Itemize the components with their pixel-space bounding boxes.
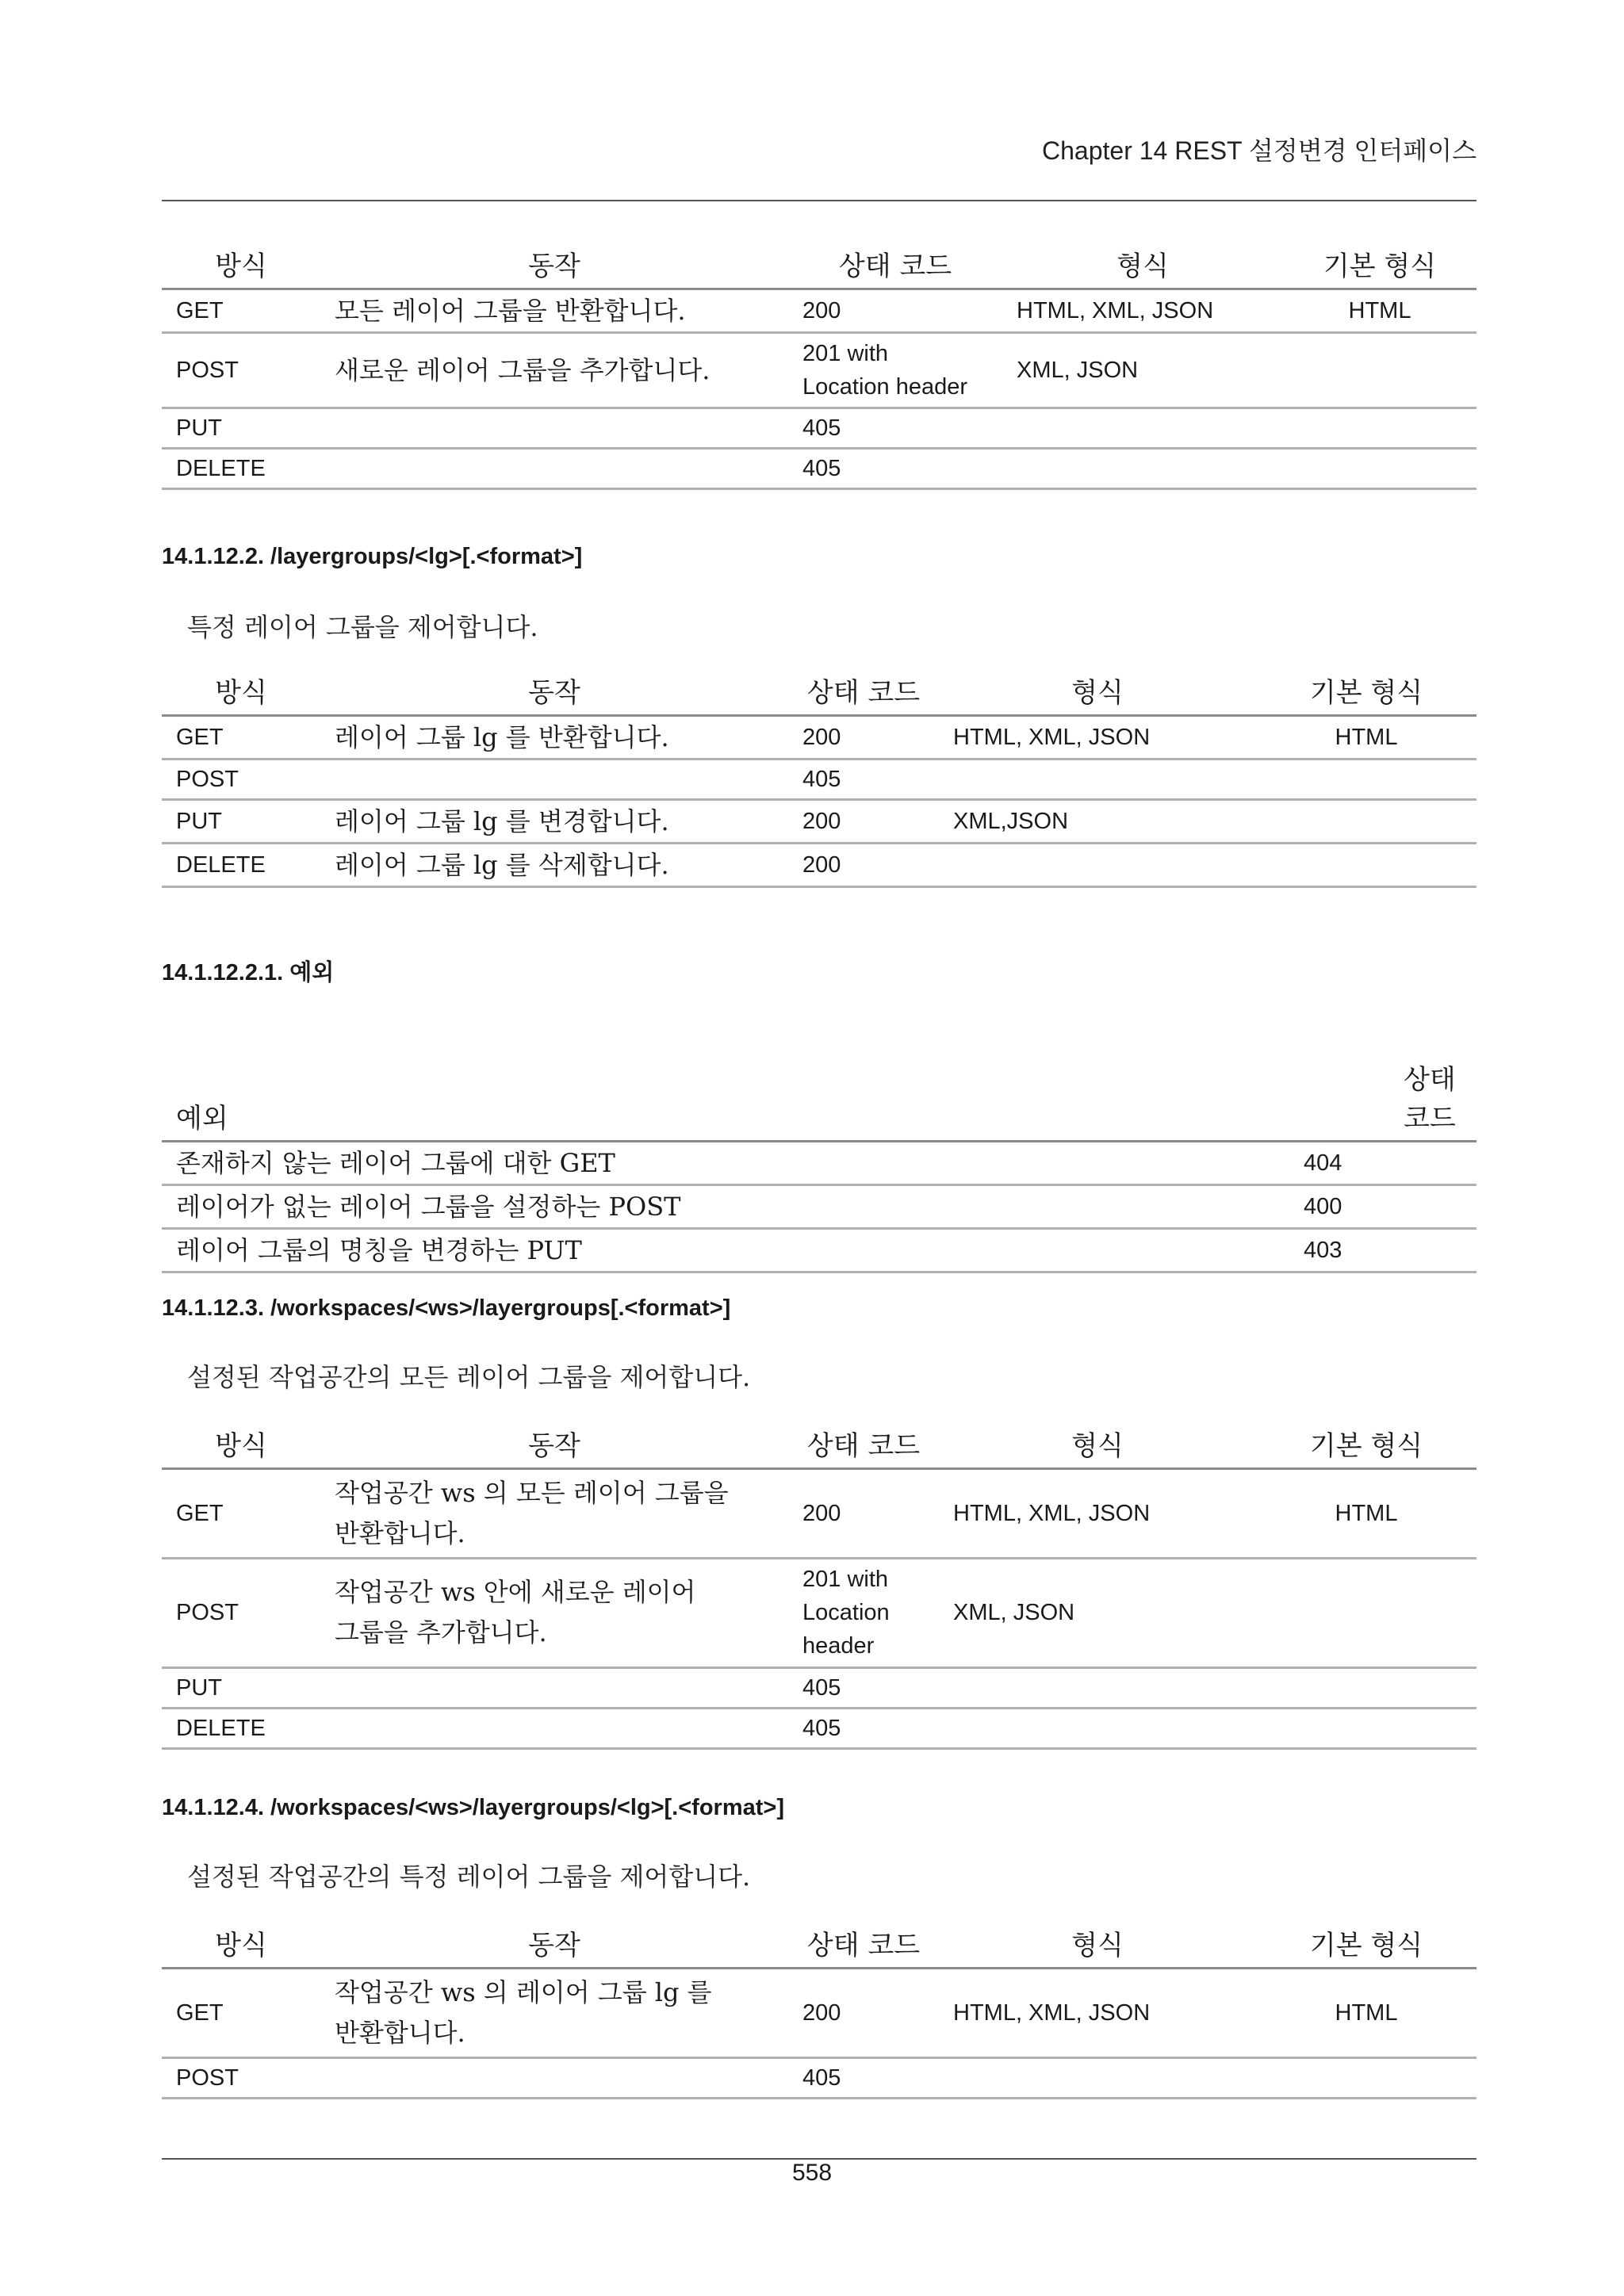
- default-cell: [1256, 800, 1477, 844]
- status-cell: 400: [1304, 1194, 1342, 1220]
- status-cell: 200: [802, 298, 841, 324]
- status-cell: 405: [802, 1674, 841, 1701]
- section-description: 설정된 작업공간의 모든 레이어 그룹을 제어합니다.: [187, 1362, 751, 1392]
- method-cell: PUT: [176, 1674, 222, 1701]
- status-cell: 405: [802, 767, 841, 793]
- status-cell: 200: [802, 725, 841, 751]
- status-cell: 405: [802, 1715, 841, 1741]
- col-formats: 형식: [1071, 1930, 1124, 1961]
- layergroups-methods-table: [162, 244, 1477, 490]
- table-ws-layergroup-wrapper: [162, 1923, 1477, 2099]
- formats-cell: [939, 2058, 1256, 2099]
- status-cell: 405: [802, 456, 841, 482]
- col-default: 기본 형식: [1309, 677, 1423, 709]
- col-action: 동작: [528, 1930, 580, 1961]
- formats-cell: HTML, XML, JSON: [953, 2000, 1151, 2026]
- ws-layergroup-methods-table: [162, 1923, 1477, 2099]
- method-cell: GET: [176, 725, 224, 751]
- status-cell: 200: [802, 809, 841, 835]
- formats-cell: XML, JSON: [1017, 358, 1139, 384]
- formats-cell: [939, 1667, 1256, 1708]
- formats-cell: [1002, 449, 1283, 489]
- section-title: 14.1.12.3. /workspaces/<ws>/layergroups[.<format>]: [162, 1295, 731, 1321]
- default-cell: [1256, 2058, 1477, 2099]
- col-action: 동작: [528, 677, 580, 709]
- default-cell: [1283, 333, 1477, 408]
- table-layergroups-wrapper: [162, 244, 1477, 490]
- formats-cell: XML,JSON: [953, 809, 1069, 835]
- formats-cell: [939, 760, 1256, 800]
- formats-cell: [939, 1708, 1256, 1748]
- col-action: 동작: [528, 251, 580, 282]
- table-row: [162, 1667, 1477, 1708]
- default-cell: [1256, 1708, 1477, 1748]
- action-cell: [320, 1708, 788, 1748]
- formats-cell: HTML, XML, JSON: [953, 1501, 1151, 1527]
- default-cell: [1256, 760, 1477, 800]
- status-cell: 200: [802, 2000, 841, 2026]
- method-cell: POST: [176, 358, 239, 384]
- action-cell: 작업공간 ws 의 레이어 그룹 lg 를 반환합니다.: [335, 1977, 712, 2049]
- default-cell: HTML: [1348, 298, 1411, 324]
- col-default: 기본 형식: [1309, 1430, 1423, 1462]
- method-cell: POST: [176, 767, 239, 793]
- section-title: 14.1.12.4. /workspaces/<ws>/layergroups/<lg>[.<format>]: [162, 1795, 784, 1820]
- table-row: [162, 1708, 1477, 1748]
- table-row: [162, 333, 1477, 408]
- table-layergroup-wrapper: [162, 671, 1477, 888]
- status-cell: 405: [802, 2065, 841, 2091]
- col-method: 방식: [215, 1430, 267, 1462]
- method-cell: PUT: [176, 415, 222, 442]
- table-row: [162, 1469, 1477, 1559]
- col-exception: 예외: [176, 1103, 228, 1135]
- method-cell: DELETE: [176, 456, 266, 482]
- method-cell: GET: [176, 1501, 224, 1527]
- action-cell: [320, 449, 788, 489]
- table-ws-layergroups-wrapper: [162, 1424, 1477, 1750]
- formats-cell: HTML, XML, JSON: [953, 725, 1151, 751]
- default-cell: HTML: [1335, 1501, 1398, 1527]
- col-status: 상태 코드: [806, 1930, 921, 1961]
- col-method: 방식: [215, 251, 267, 282]
- layergroup-methods-table: [162, 671, 1477, 888]
- method-cell: POST: [176, 1600, 239, 1626]
- ws-layergroups-methods-table: [162, 1424, 1477, 1750]
- status-cell: 403: [1304, 1238, 1342, 1264]
- table-row: [162, 1229, 1477, 1272]
- action-cell: 모든 레이어 그룹을 반환합니다.: [335, 296, 686, 326]
- col-status: 상태 코드: [806, 677, 921, 709]
- col-default: 기본 형식: [1309, 1930, 1423, 1961]
- col-formats: 형식: [1071, 1430, 1124, 1462]
- table-row: [162, 449, 1477, 489]
- status-cell: 201 with Location header: [802, 1567, 890, 1659]
- col-method: 방식: [215, 1930, 267, 1961]
- default-cell: [1256, 1667, 1477, 1708]
- col-method: 방식: [215, 677, 267, 709]
- exception-cell: 레이어가 없는 레이어 그룹을 설정하는 POST: [176, 1192, 681, 1223]
- action-cell: 작업공간 ws 의 모든 레이어 그룹을 반환합니다.: [335, 1478, 729, 1549]
- action-cell: [320, 408, 788, 449]
- default-cell: [1283, 408, 1477, 449]
- header-divider: [162, 200, 1477, 201]
- table-row: [162, 2058, 1477, 2099]
- formats-cell: [1002, 408, 1283, 449]
- page-header: Chapter 14 REST 설정변경 인터페이스: [1042, 136, 1477, 165]
- formats-cell: [939, 844, 1256, 887]
- status-cell: 404: [1304, 1150, 1342, 1177]
- table-row: [162, 1559, 1477, 1667]
- col-formats: 형식: [1116, 251, 1169, 282]
- action-cell: 레이어 그룹 lg 를 변경합니다.: [335, 806, 669, 837]
- formats-cell: HTML, XML, JSON: [1017, 298, 1214, 324]
- action-cell: 새로운 레이어 그룹을 추가합니다.: [335, 355, 710, 386]
- table-exceptions-wrapper: [162, 1058, 1477, 1273]
- col-default: 기본 형식: [1323, 251, 1437, 282]
- table-row: [162, 800, 1477, 844]
- action-cell: [320, 760, 788, 800]
- formats-cell: XML, JSON: [953, 1600, 1075, 1626]
- table-row: [162, 716, 1477, 760]
- default-cell: [1256, 844, 1477, 887]
- table-row: [162, 289, 1477, 333]
- exception-cell: 레이어 그룹의 명칭을 변경하는 PUT: [176, 1235, 582, 1266]
- table-row: [162, 408, 1477, 449]
- table-row: [162, 1969, 1477, 2058]
- status-cell: 200: [802, 852, 841, 878]
- col-status: 상태 코드: [806, 1430, 921, 1462]
- default-cell: [1256, 1559, 1477, 1667]
- table-row: [162, 1185, 1477, 1229]
- default-cell: HTML: [1335, 725, 1398, 751]
- exception-cell: 존재하지 않는 레이어 그룹에 대한 GET: [176, 1148, 615, 1178]
- method-cell: DELETE: [176, 1715, 266, 1741]
- method-cell: DELETE: [176, 852, 266, 878]
- default-cell: [1283, 449, 1477, 489]
- exceptions-table: [162, 1058, 1477, 1273]
- table-row: [162, 1142, 1477, 1185]
- status-cell: 200: [802, 1501, 841, 1527]
- section-description: 설정된 작업공간의 특정 레이어 그룹을 제어합니다.: [187, 1862, 751, 1892]
- status-cell: 405: [802, 415, 841, 442]
- section-title: 14.1.12.2. /layergroups/<lg>[.<format>]: [162, 544, 583, 569]
- action-cell: 레이어 그룹 lg 를 반환합니다.: [335, 722, 669, 752]
- col-action: 동작: [528, 1430, 580, 1462]
- status-cell: 201 with Location header: [802, 341, 967, 400]
- default-cell: HTML: [1335, 2000, 1398, 2026]
- method-cell: GET: [176, 298, 224, 324]
- section-title: 14.1.12.2.1. 예외: [162, 960, 335, 985]
- col-status: 상태 코드: [838, 251, 952, 282]
- action-cell: 레이어 그룹 lg 를 삭제합니다.: [335, 850, 669, 881]
- col-formats: 형식: [1071, 677, 1124, 709]
- action-cell: 작업공간 ws 안에 새로운 레이어 그룹을 추가합니다.: [335, 1577, 696, 1648]
- section-description: 특정 레이어 그룹을 제어합니다.: [187, 612, 538, 642]
- action-cell: [320, 1667, 788, 1708]
- col-status: 상태 코드: [1404, 1064, 1456, 1135]
- method-cell: PUT: [176, 809, 222, 835]
- action-cell: [320, 2058, 788, 2099]
- table-row: [162, 760, 1477, 800]
- method-cell: GET: [176, 2000, 224, 2026]
- page-number: 558: [791, 2160, 833, 2186]
- table-row: [162, 844, 1477, 887]
- method-cell: POST: [176, 2065, 239, 2091]
